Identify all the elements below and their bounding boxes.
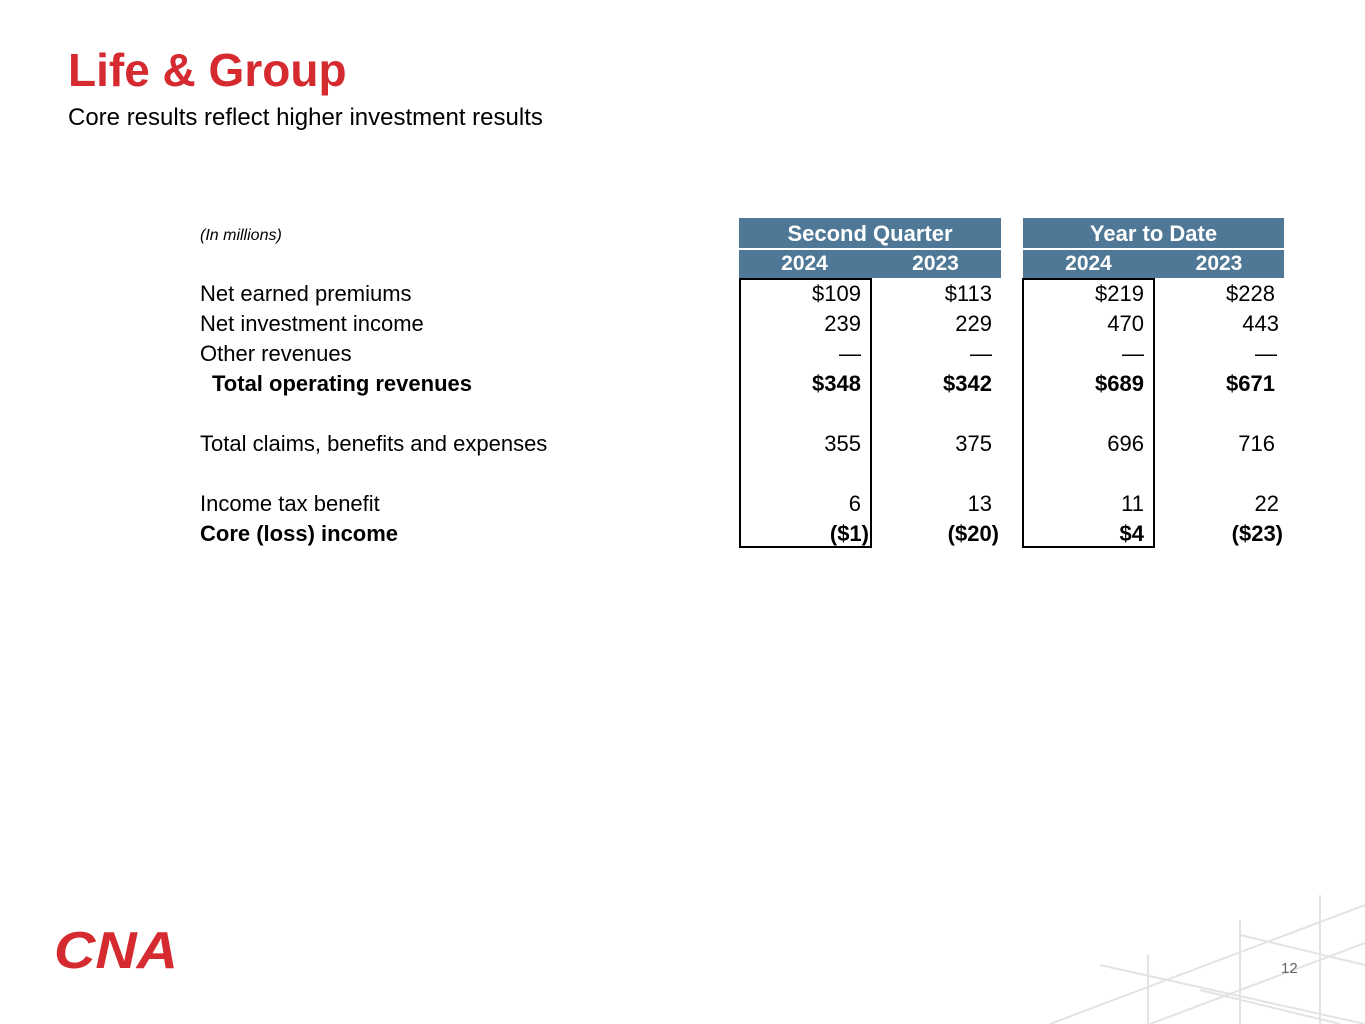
row-label: Total claims, benefits and expenses [200, 431, 548, 456]
table-row [200, 279, 1285, 309]
cell: $671 [1226, 371, 1275, 396]
cell: $348 [812, 371, 861, 396]
table-row [200, 489, 1285, 519]
cell: 716 [1238, 431, 1275, 456]
page-title: Life & Group [68, 44, 347, 96]
decorative-grid-graphic [1040, 895, 1365, 1024]
cell: — [1122, 341, 1144, 366]
cell: 229 [955, 311, 992, 336]
units-note: (In millions) [200, 227, 282, 244]
table-row [200, 309, 1285, 339]
cell: $228 [1226, 281, 1275, 306]
cell: 11 [1121, 491, 1144, 516]
table-row-total [200, 369, 1285, 399]
cell: 355 [824, 431, 861, 456]
cell: 470 [1107, 311, 1144, 336]
cell: — [839, 341, 861, 366]
row-label: Income tax benefit [200, 491, 380, 516]
year-header: 2024 [739, 250, 870, 278]
row-label: Core (loss) income [200, 521, 399, 546]
group-header-second-quarter: Second Quarter [739, 218, 1001, 248]
cell: 6 [848, 491, 861, 516]
cell: — [1255, 341, 1277, 366]
cell: 239 [824, 311, 861, 336]
cell: — [970, 341, 992, 366]
row-label: Total operating revenues [212, 371, 472, 396]
logo-text: CNA [54, 924, 178, 972]
cell: $113 [944, 281, 992, 306]
cell: $4 [1119, 521, 1144, 546]
year-header: 2023 [870, 250, 1001, 278]
cell: 375 [955, 431, 992, 456]
cell: ($23) [1231, 521, 1283, 546]
cell: $109 [812, 281, 861, 306]
table-row [200, 429, 1285, 459]
year-header: 2024 [1023, 250, 1154, 278]
page-subtitle: Core results reflect higher investment results [68, 104, 543, 131]
cell: 13 [967, 491, 992, 516]
cell: 696 [1107, 431, 1144, 456]
cell: $219 [1095, 281, 1144, 306]
row-label: Other revenues [200, 341, 352, 366]
table-row-total [200, 519, 1285, 549]
cna-logo [52, 924, 182, 972]
group-header-year-to-date: Year to Date [1023, 218, 1284, 248]
year-header: 2023 [1154, 250, 1284, 278]
cell: $342 [943, 371, 992, 396]
cell: 443 [1242, 311, 1279, 336]
page-number: 12 [1281, 960, 1298, 977]
cell: ($20) [947, 521, 999, 546]
cell: ($1) [829, 521, 869, 546]
row-label: Net earned premiums [200, 281, 412, 306]
cell: $689 [1095, 371, 1144, 396]
row-label: Net investment income [200, 311, 424, 336]
cell: 22 [1254, 491, 1279, 516]
table-row [200, 339, 1285, 369]
